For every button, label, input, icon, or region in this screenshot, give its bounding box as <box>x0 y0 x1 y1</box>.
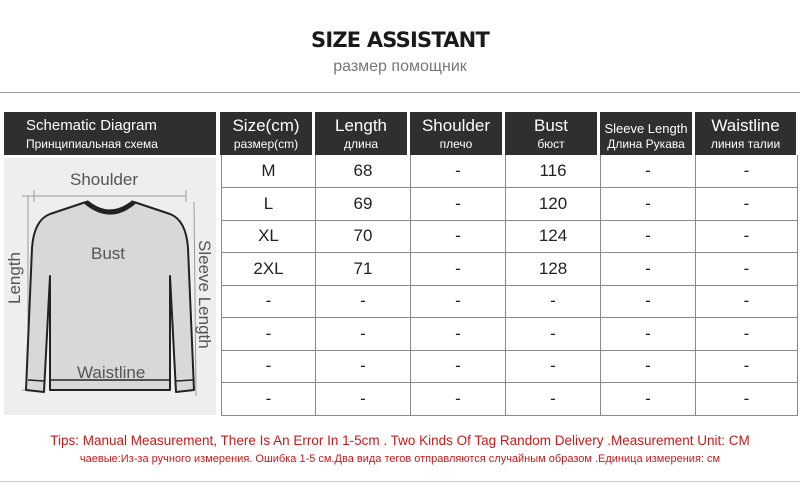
cell-shoulder: - <box>411 188 506 221</box>
cell-sleeve-length: - <box>601 383 696 416</box>
cell-length: - <box>316 350 411 383</box>
footer-divider <box>0 481 800 482</box>
shoulder-label: Shoulder <box>70 170 139 189</box>
cell-length: - <box>316 318 411 351</box>
cell-bust: - <box>506 318 601 351</box>
cell-bust: 124 <box>506 220 601 253</box>
header-shoulder <box>410 112 502 155</box>
cell-shoulder: - <box>411 220 506 253</box>
cell-size: XL <box>222 220 316 253</box>
cell-shoulder: - <box>411 318 506 351</box>
cell-waistline: - <box>696 220 798 253</box>
table-row <box>222 383 798 416</box>
table-row <box>222 188 798 221</box>
cell-shoulder: - <box>411 155 506 188</box>
cell-size: - <box>222 350 316 383</box>
header-diagram <box>4 112 216 155</box>
header-sublabel: бюст <box>537 137 565 151</box>
cell-length: - <box>316 383 411 416</box>
header-sublabel: размер(cm) <box>233 137 299 151</box>
cell-sleeve-length: - <box>601 350 696 383</box>
header-label: Schematic Diagram <box>26 117 157 134</box>
cell-waistline: - <box>696 318 798 351</box>
cell-length: 71 <box>316 253 411 286</box>
waistline-label: Waistline <box>77 363 146 382</box>
cell-shoulder: - <box>411 383 506 416</box>
bust-label: Bust <box>91 244 126 263</box>
table-row <box>222 220 798 253</box>
cell-length: 70 <box>316 220 411 253</box>
header-sleeve-length <box>600 112 692 155</box>
cell-size: M <box>222 155 316 188</box>
header-label: Size(cm) <box>232 116 300 135</box>
table-row <box>222 285 798 318</box>
cell-size: - <box>222 318 316 351</box>
header-label: Sleeve Length <box>604 121 688 136</box>
table-row <box>222 253 798 286</box>
header-sublabel: длина <box>343 137 378 151</box>
cell-waistline: - <box>696 350 798 383</box>
length-label: Length <box>5 252 24 304</box>
header-sublabel: плечо <box>439 137 473 151</box>
page-subtitle: размер помощник <box>333 58 467 75</box>
cell-bust: 116 <box>506 155 601 188</box>
cell-bust: - <box>506 383 601 416</box>
title-divider <box>0 92 800 93</box>
table-row <box>222 318 798 351</box>
cell-bust: - <box>506 285 601 318</box>
cell-size: 2XL <box>222 253 316 286</box>
cell-sleeve-length: - <box>601 318 696 351</box>
cell-sleeve-length: - <box>601 220 696 253</box>
cell-sleeve-length: - <box>601 188 696 221</box>
cell-length: 69 <box>316 188 411 221</box>
header-bust <box>505 112 597 155</box>
cell-waistline: - <box>696 188 798 221</box>
cell-length: - <box>316 285 411 318</box>
cell-bust: - <box>506 350 601 383</box>
cell-waistline: - <box>696 155 798 188</box>
cell-waistline: - <box>696 285 798 318</box>
cell-length: 68 <box>316 155 411 188</box>
cell-waistline: - <box>696 253 798 286</box>
cell-size: - <box>222 285 316 318</box>
sleeve-length-label: Sleeve Length <box>195 240 214 349</box>
cell-waistline: - <box>696 383 798 416</box>
cell-sleeve-length: - <box>601 285 696 318</box>
tips-russian: чаевые:Из-за ручного измерения. Ошибка 1-5 см.Два вида тегов отправляются случайным образом .Единица измерения: см <box>79 453 721 465</box>
header-sublabel: линия талии <box>710 137 781 151</box>
header-label: Waistline <box>711 116 780 135</box>
cell-shoulder: - <box>411 285 506 318</box>
cell-shoulder: - <box>411 253 506 286</box>
header-label: Length <box>335 116 387 135</box>
table-row <box>222 155 798 188</box>
cell-sleeve-length: - <box>601 253 696 286</box>
cell-shoulder: - <box>411 350 506 383</box>
cell-size: - <box>222 383 316 416</box>
cell-sleeve-length: - <box>601 155 696 188</box>
header-waistline <box>695 112 796 155</box>
header-sublabel: Принципиальная схема <box>26 137 158 151</box>
size-table <box>221 155 798 416</box>
cell-bust: 128 <box>506 253 601 286</box>
tips-english: Tips: Manual Measurement, There Is An Error In 1-5cm . Two Kinds Of Tag Random Delivery .Measurement Unit: CM <box>50 433 750 448</box>
cell-bust: 120 <box>506 188 601 221</box>
header-length <box>315 112 407 155</box>
cell-size: L <box>222 188 316 221</box>
header-size <box>220 112 312 155</box>
header-label: Bust <box>533 116 569 135</box>
header-sublabel: Длина Рукава <box>607 137 685 151</box>
schematic-diagram <box>4 158 216 415</box>
table-row <box>222 350 798 383</box>
header-label: Shoulder <box>421 116 491 135</box>
page-title: SIZE ASSISTANT <box>311 28 489 52</box>
